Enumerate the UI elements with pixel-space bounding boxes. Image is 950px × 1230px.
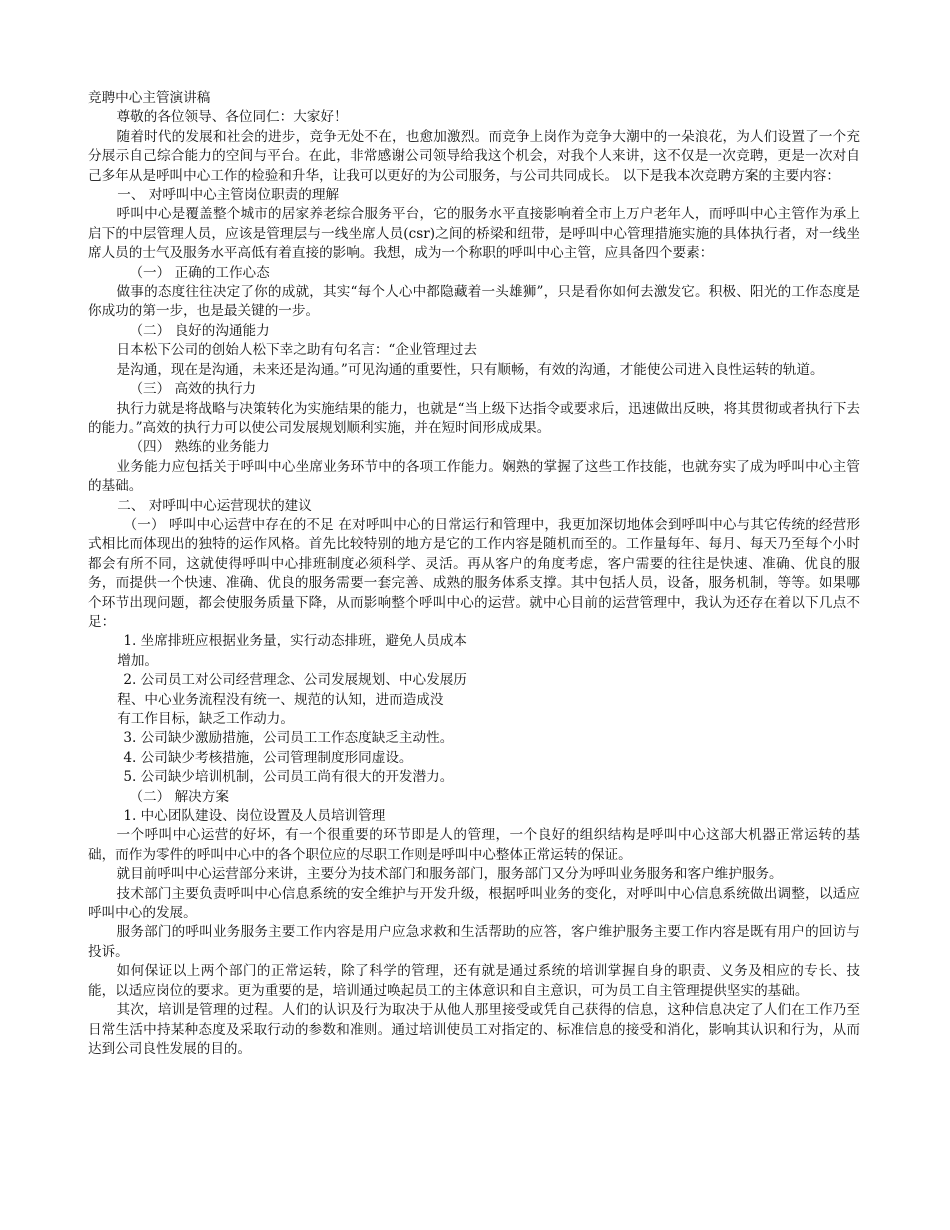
section-heading: （一） 正确的工作心态 <box>129 264 270 281</box>
paragraph: 服务部门的呼叫业务服务主要工作内容是用户应急求救和生活帮助的应答，客户维护服务主要工作内容是既有用户的回访与投诉。 <box>88 924 860 960</box>
paragraph: 技术部门主要负责呼叫中心信息系统的安全维护与开发升级，根据呼叫业务的变化，对呼叫中心信息系统做出调整，以适应呼叫中心的发展。 <box>88 885 860 922</box>
paragraph: 呼叫中心是覆盖整个城市的居家养老综合服务平台，它的服务水平直接影响着全市上万户老年人，而呼叫中心主管作为承上启下的中层管理人员，应该是管理层与一线坐席人员(csr)之间的桥梁和纽带，是呼叫中心管理措施实施的具体执行者，对一线坐席人员的士气及服务水平高低有着直接的影响。我想，成为一个称职的呼叫中心主管，应具备四个要素： <box>88 206 860 262</box>
list-item: 程、中心业务流程没有统一、规范的认知，进而造成没 <box>117 691 444 708</box>
section-heading: 一、 对呼叫中心主管岗位职责的理解 <box>117 187 340 204</box>
section-heading: （二） 解决方案 <box>129 788 229 805</box>
list-item: 5. 公司缺少培训机制，公司员工尚有很大的开发潜力。 <box>123 769 454 786</box>
section-heading: （四） 熟练的业务能力 <box>129 439 270 456</box>
list-item: 1. 坐席排班应根据业务量，实行动态排班，避免人员成本 <box>123 633 467 650</box>
list-item: 1. 中心团队建设、岗位设置及人员培训管理 <box>123 808 386 825</box>
list-item: 3. 公司缺少激励措施，公司员工工作态度缺乏主动性。 <box>123 730 454 747</box>
document-body <box>88 108 860 1059</box>
paragraph: 其次，培训是管理的过程。人们的认识及行为取决于从他人那里接受或凭自己获得的信息，这种信息决定了人们在工作乃至日常生活中持某种态度及采取行动的参数和准则。通过培训使员工对指定的、标准信息的接受和消化，影响其认识和行为，从而达到公司良性发展的目的。 <box>88 1002 860 1057</box>
list-item: 增加。 <box>117 652 159 669</box>
paragraph: 日本松下公司的创始人松下幸之助有句名言：“企业管理过去 <box>116 342 477 359</box>
paragraph: 如何保证以上两个部门的正常运转，除了科学的管理，还有就是通过系统的培训掌握自身的职责、义务及相应的专长、技能，以适应岗位的要求。更为重要的是，培训通过唤起员工的主体意识和自主意识，可为员工自主管理提供坚实的基础。 <box>88 963 860 999</box>
paragraph: 就目前呼叫中心运营部分来讲，主要分为技术部门和服务部门，服务部门又分为呼叫业务服务和客户维护服务。 <box>116 866 783 883</box>
paragraph: 尊敬的各位领导、各位同仁：大家好！ <box>116 109 348 126</box>
section-heading: （三） 高效的执行力 <box>129 381 257 398</box>
paragraph: 做事的态度往往决定了你的成就，其实“每个人心中都隐藏着一头雄狮”，只是看你如何去激发它。积极、阳光的工作态度是你成功的第一步，也是最关键的一步。 <box>88 284 860 320</box>
list-item: 有工作目标，缺乏工作动力。 <box>117 711 294 727</box>
paragraph: 一个呼叫中心运营的好坏，有一个很重要的环节即是人的管理，一个良好的组织结构是呼叫中心这部大机器正常运转的基础，而作为零件的呼叫中心中的各个职位应的尽职工作则是呼叫中心整体正常运转的保证。 <box>88 827 860 863</box>
paragraph: 业务能力应包括关于呼叫中心坐席业务环节中的各项工作能力。娴熟的掌握了这些工作技能，也就夯实了成为呼叫中心主管的基础。 <box>88 458 860 495</box>
document-title: 竞聘中心主管演讲稿 <box>88 90 211 106</box>
list-item: 2. 公司员工对公司经营理念、公司发展规划、中心发展历 <box>123 672 467 689</box>
paragraph: 是沟通，现在是沟通，未来还是沟通。”可见沟通的重要性，只有顺畅，有效的沟通，才能使公司进入良性运转的轨道。 <box>116 361 824 378</box>
document-page <box>88 89 860 1059</box>
paragraph: （一） 呼叫中心运营中存在的不足 在对呼叫中心的日常运行和管理中，我更加深切地体会到呼叫中心与其它传统的经营形式相比而体现出的独特的运作风格。首先比较特别的地方是它的工作内容是随机而至的。工作量每年、每月、每天乃至每个小时都会有所不同，这就使得呼叫中心排班制度必须科学、灵活。再从客户的角度考虑，客户需要的往往是快速、准确、优良的服务，而提供一个快速、准确、优良的服务需要一套完善、成熟的服务体系支撑。其中包括人员，设备，服务机制，等等。如果哪个环节出现问题，都会使服务质量下降，从而影响整个呼叫中心的运营。就中心目前的运营管理中，我认为还存在着以下几点不足： <box>88 516 860 630</box>
section-heading: 二、 对呼叫中心运营现状的建议 <box>117 497 312 514</box>
paragraph: 执行力就是将战略与决策转化为实施结果的能力，也就是“当上级下达指令或要求后，迅速做出反映，将其贯彻或者执行下去的能力。”高效的执行力可以使公司发展规划顺利实施，并在短时间形成成果。 <box>88 400 860 436</box>
list-item: 4. 公司缺少考核措施，公司管理制度形同虚设。 <box>123 749 413 766</box>
paragraph: 随着时代的发展和社会的进步，竞争无处不在，也愈加激烈。而竞争上岗作为竞争大潮中的一朵浪花，为人们设置了一个充分展示自己综合能力的空间与平台。在此，非常感谢公司领导给我这个机会，对我个人来讲，这不仅是一次竞聘，更是一次对自己多年从是呼叫中心工作的检验和升华，让我可以更好的为公司服务，与公司共同成长。 以下是我本次竞聘方案的主要内容： <box>88 128 860 184</box>
section-heading: （二） 良好的沟通能力 <box>129 322 270 339</box>
